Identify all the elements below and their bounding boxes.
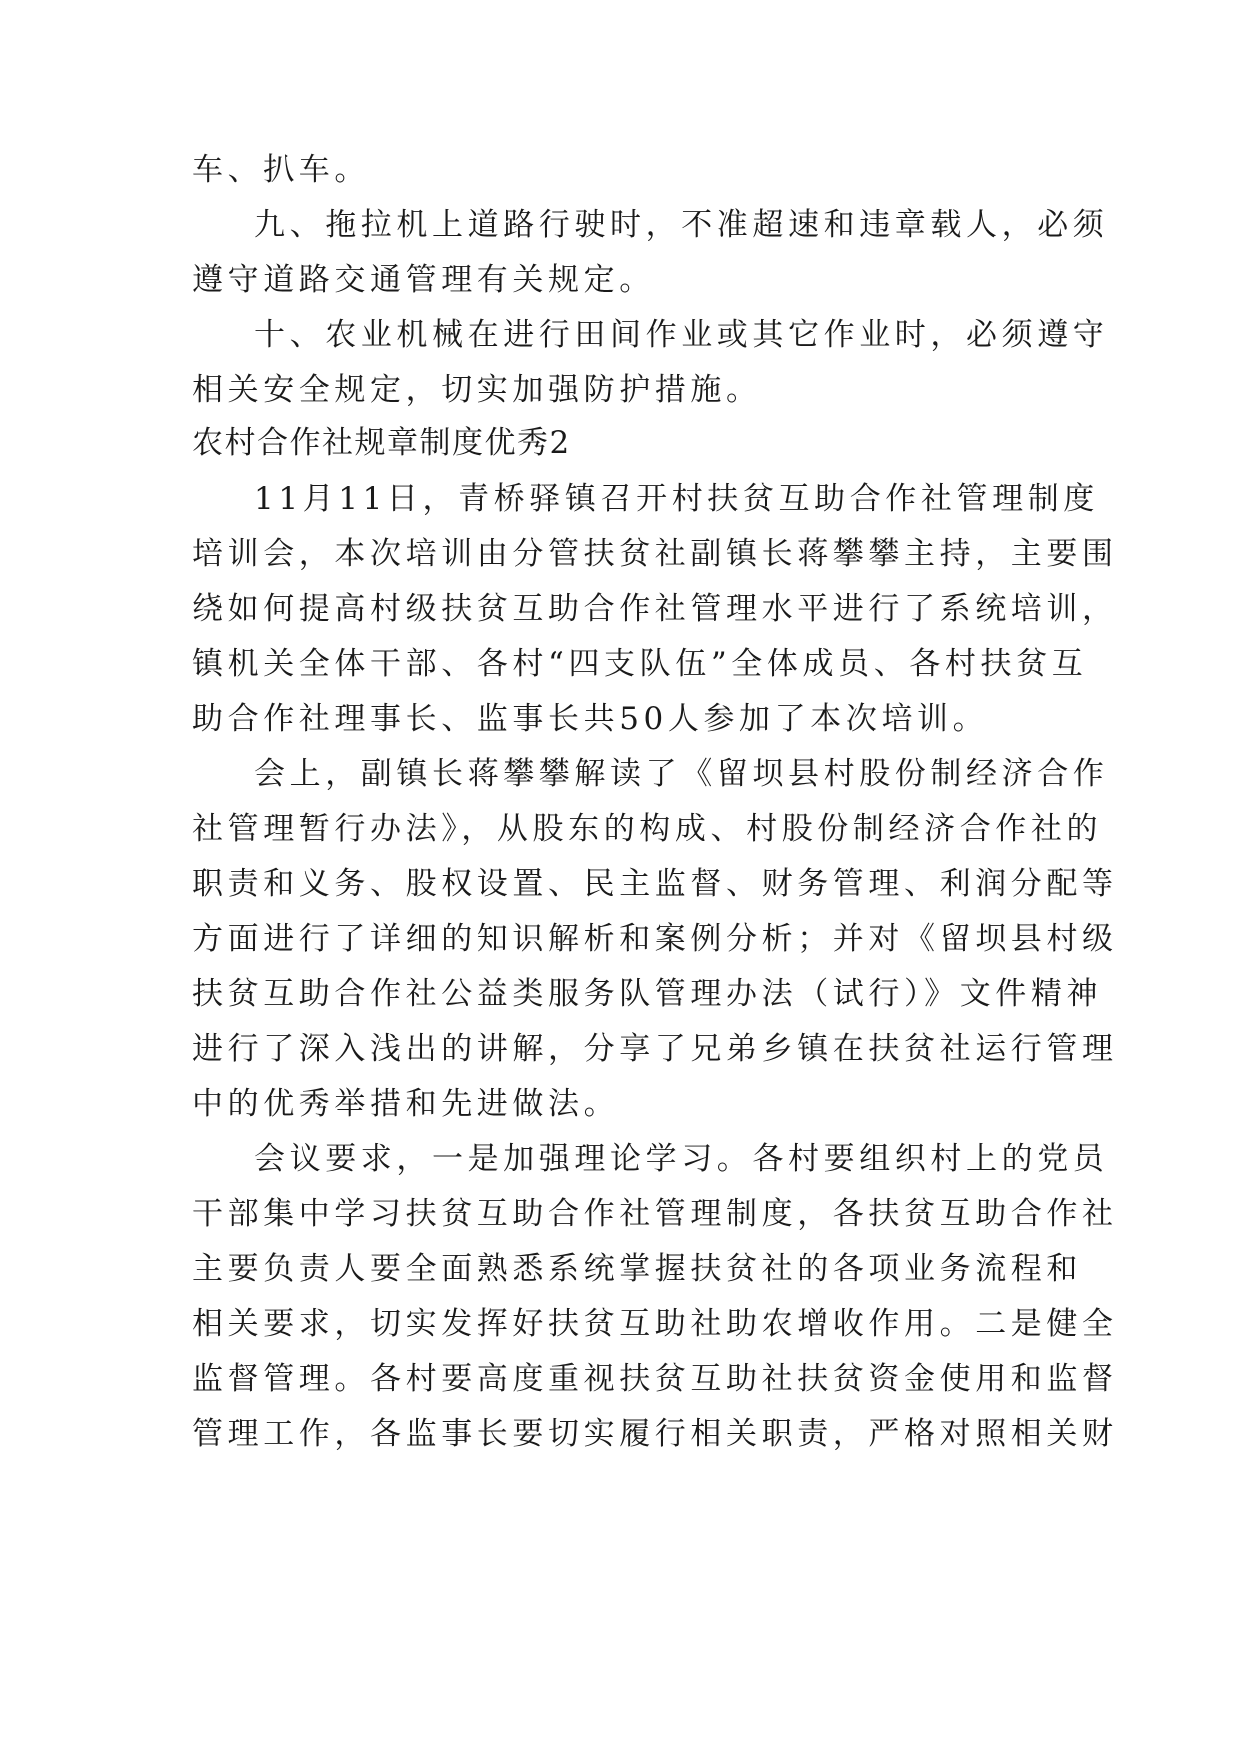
text-line: 干部集中学习扶贫互助合作社管理制度，各扶贫互助合作社 <box>192 1196 1118 1232</box>
text-line: 监督管理。各村要高度重视扶贫互助社扶贫资金使用和监督 <box>192 1361 1118 1397</box>
text-line: 十、农业机械在进行田间作业或其它作业时，必须遵守 <box>254 317 1109 353</box>
text-line: 相关安全规定，切实加强防护措施。 <box>192 372 762 408</box>
text-line: 扶贫互助合作社公益类服务队管理办法（试行）》文件精神 <box>192 976 1103 1012</box>
text-line: 绕如何提高村级扶贫互助合作社管理水平进行了系统培训， <box>192 591 1118 627</box>
section-heading: 农村合作社规章制度优秀2 <box>192 425 571 461</box>
text-line: 镇机关全体干部、各村“四支队伍”全体成员、各村扶贫互 <box>192 646 1088 682</box>
text-line: 方面进行了详细的知识解析和案例分析；并对《留坝县村级 <box>192 921 1118 957</box>
text-line: 社管理暂行办法》，从股东的构成、村股份制经济合作社的 <box>192 811 1103 847</box>
text-line: 进行了深入浅出的讲解，分享了兄弟乡镇在扶贫社运行管理 <box>192 1031 1118 1067</box>
text-line: 车、扒车。 <box>192 152 370 188</box>
text-line: 助合作社理事长、监事长共50人参加了本次培训。 <box>192 701 989 737</box>
text-line: 会上，副镇长蒋攀攀解读了《留坝县村股份制经济合作 <box>254 756 1109 792</box>
text-line: 中的优秀举措和先进做法。 <box>192 1086 620 1122</box>
text-line: 九、拖拉机上道路行驶时，不准超速和违章载人，必须 <box>254 207 1109 243</box>
text-line: 主要负责人要全面熟悉系统掌握扶贫社的各项业务流程和 <box>192 1251 1082 1287</box>
text-line: 11月11日，青桥驿镇召开村扶贫互助合作社管理制度 <box>254 481 1099 517</box>
text-line: 培训会，本次培训由分管扶贫社副镇长蒋攀攀主持，主要围 <box>192 536 1118 572</box>
text-line: 遵守道路交通管理有关规定。 <box>192 262 655 298</box>
text-line: 会议要求，一是加强理论学习。各村要组织村上的党员 <box>254 1141 1109 1177</box>
text-line: 职责和义务、股权设置、民主监督、财务管理、利润分配等 <box>192 866 1118 902</box>
text-line: 管理工作，各监事长要切实履行相关职责，严格对照相关财 <box>192 1416 1118 1452</box>
text-line: 相关要求，切实发挥好扶贫互助社助农增收作用。二是健全 <box>192 1306 1118 1342</box>
